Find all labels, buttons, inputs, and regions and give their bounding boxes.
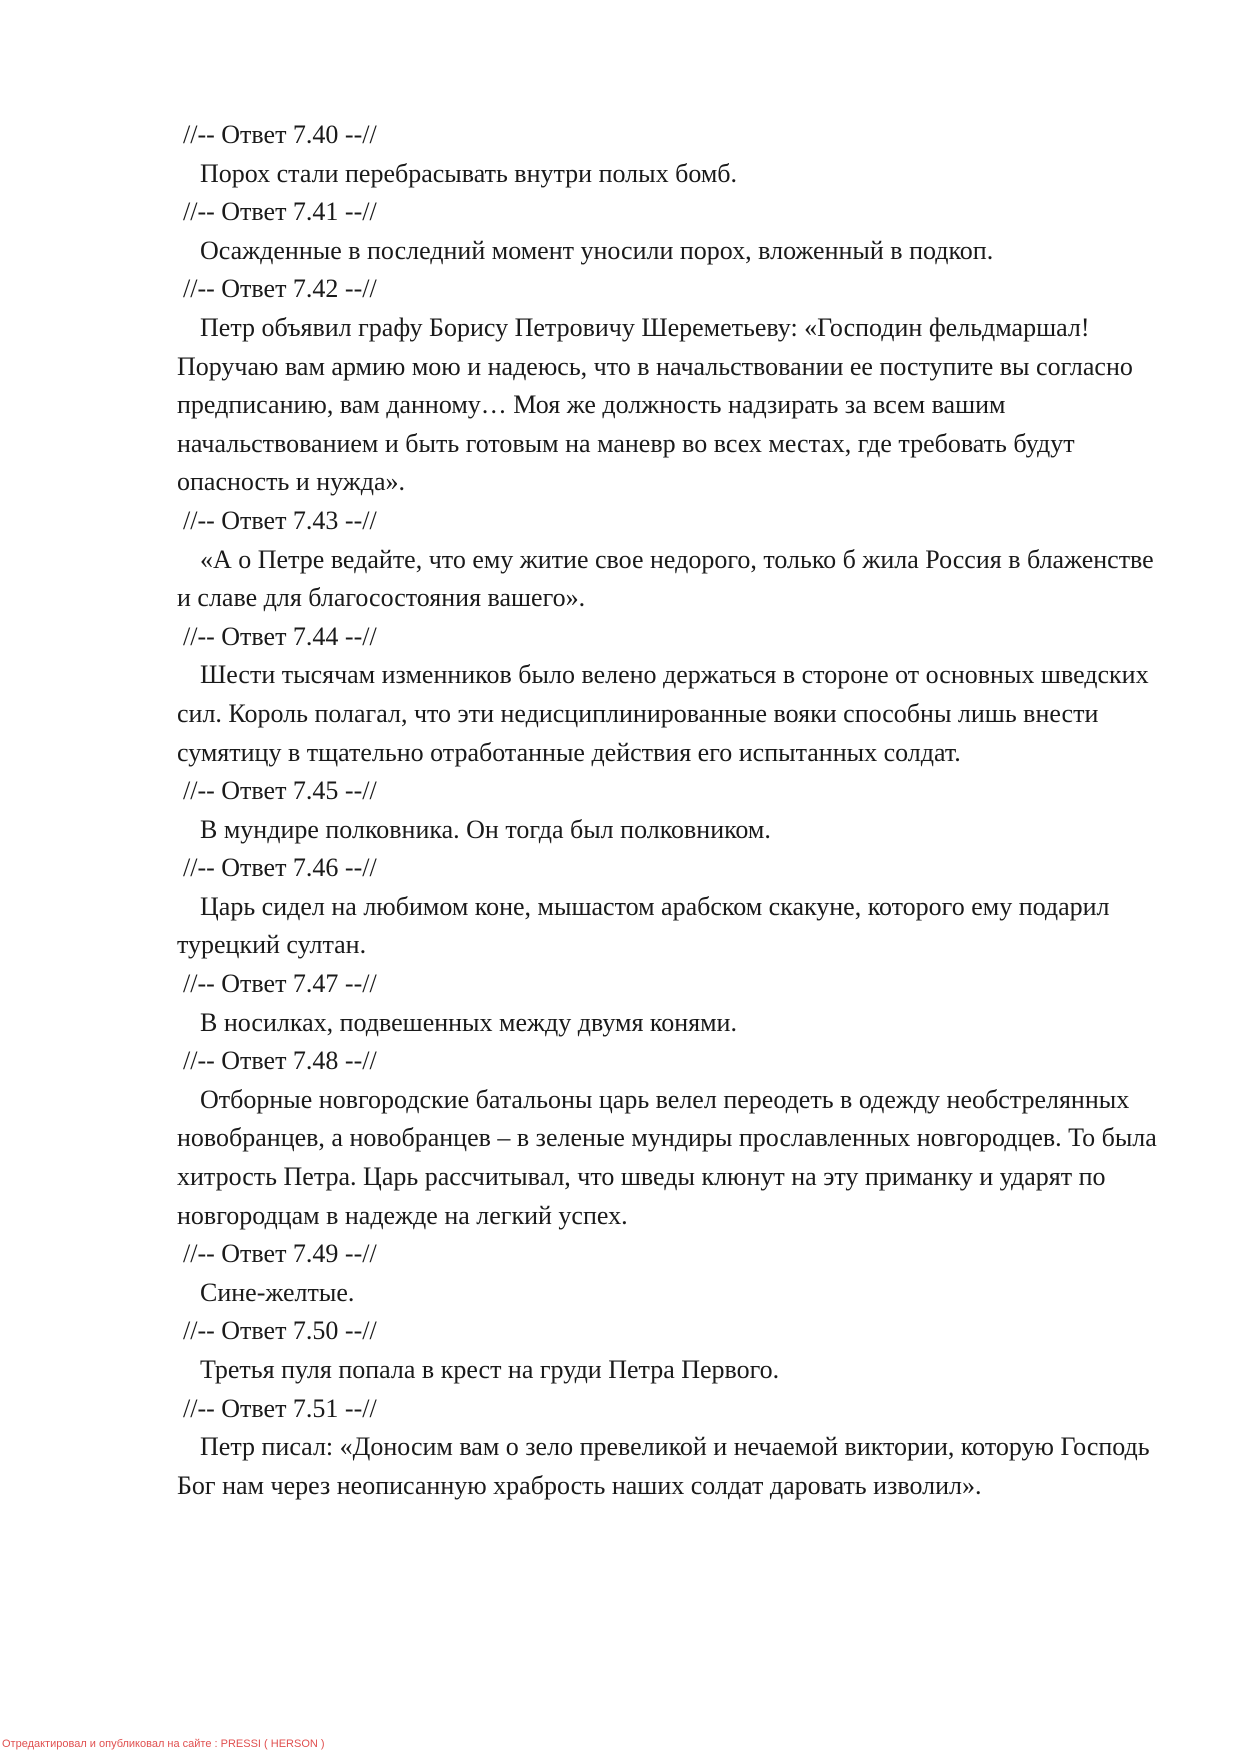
answer-text: Порох стали перебрасывать внутри полых бомб. (200, 158, 738, 188)
answer-text: Третья пуля попала в крест на груди Петра Первого. (200, 1355, 780, 1384)
answer-block (177, 1390, 1157, 1506)
answer-text: Осажденные в последний момент уносили порох, вложенный в подкоп. (200, 235, 994, 265)
answer-text: В мундире полковника. Он тогда был полковником. (200, 814, 771, 844)
answer-block (177, 618, 1157, 772)
answer-heading: //-- Ответ 7.41 --// (183, 197, 377, 227)
answer-text: Царь сидел на любимом коне, мышастом арабском скакуне, которого ему подарил турецкий султан. (177, 891, 1110, 960)
answer-text: Сине-желтые. (200, 1277, 355, 1307)
answer-text: В носилках, подвешенных между двумя конями. (200, 1007, 737, 1037)
answer-block (177, 772, 1157, 849)
answer-text: Петр объявил графу Борису Петровичу Шереметьеву: «Господин фельдмаршал! Поручаю вам армию мою и надеюсь, что в начальствовании ее поступите вы согласно предписанию, вам данному… Моя же должность надзирать за всем вашим начальствованием и быть готовым на маневр во всех местах, где требовать будут опасность и нужда». (177, 312, 1133, 497)
answer-block (177, 116, 1157, 193)
answer-heading: //-- Ответ 7.43 --// (183, 505, 377, 535)
answer-block (177, 1312, 1157, 1389)
answer-text: Петр писал: «Доносим вам о зело превеликой и нечаемой виктории, которую Господь Бог нам через неописанную храбрость наших солдат даровать изволил». (177, 1432, 1150, 1500)
answer-block (177, 965, 1157, 1042)
answer-text: Отборные новгородские батальоны царь велел переодеть в одежду необстрелянных новобранцев, а новобранцев – в зеленые мундиры прославленных новгородцев. То была хитрость Петра. Царь рассчитывал, что шведы клюнут на эту приманку и ударят по новгородцам в надежде на легкий успех. (177, 1084, 1157, 1230)
answer-heading: //-- Ответ 7.50 --// (183, 1316, 377, 1346)
publisher-footer: Отредактировал и опубликовал на сайте : PRESSI ( HERSON ) (2, 1738, 325, 1750)
answer-heading: //-- Ответ 7.47 --// (183, 969, 377, 999)
answer-block (177, 849, 1157, 965)
answer-heading: //-- Ответ 7.45 --// (183, 776, 377, 806)
answer-heading: //-- Ответ 7.44 --// (183, 621, 377, 651)
answer-heading: //-- Ответ 7.40 --// (183, 120, 377, 149)
answers-list (177, 116, 1157, 1505)
answer-heading: //-- Ответ 7.42 --// (183, 274, 377, 304)
answer-heading: //-- Ответ 7.51 --// (183, 1393, 377, 1423)
answer-heading: //-- Ответ 7.49 --// (183, 1239, 377, 1269)
answer-block (177, 502, 1157, 618)
answer-block (177, 1235, 1157, 1312)
answer-heading: //-- Ответ 7.48 --// (183, 1046, 377, 1076)
answer-block (177, 270, 1157, 502)
answer-block (177, 1042, 1157, 1235)
answer-heading: //-- Ответ 7.46 --// (183, 853, 377, 883)
answer-text: «А о Петре ведайте, что ему житие свое недорого, только б жила Россия в блаженстве и славе для благосостояния вашего». (177, 544, 1154, 613)
answer-block (177, 193, 1157, 270)
answer-text: Шести тысячам изменников было велено держаться в стороне от основных шведских сил. Король полагал, что эти недисциплинированные вояки способны лишь внести сумятицу в тщательно отработанные действия его испытанных солдат. (177, 660, 1149, 767)
